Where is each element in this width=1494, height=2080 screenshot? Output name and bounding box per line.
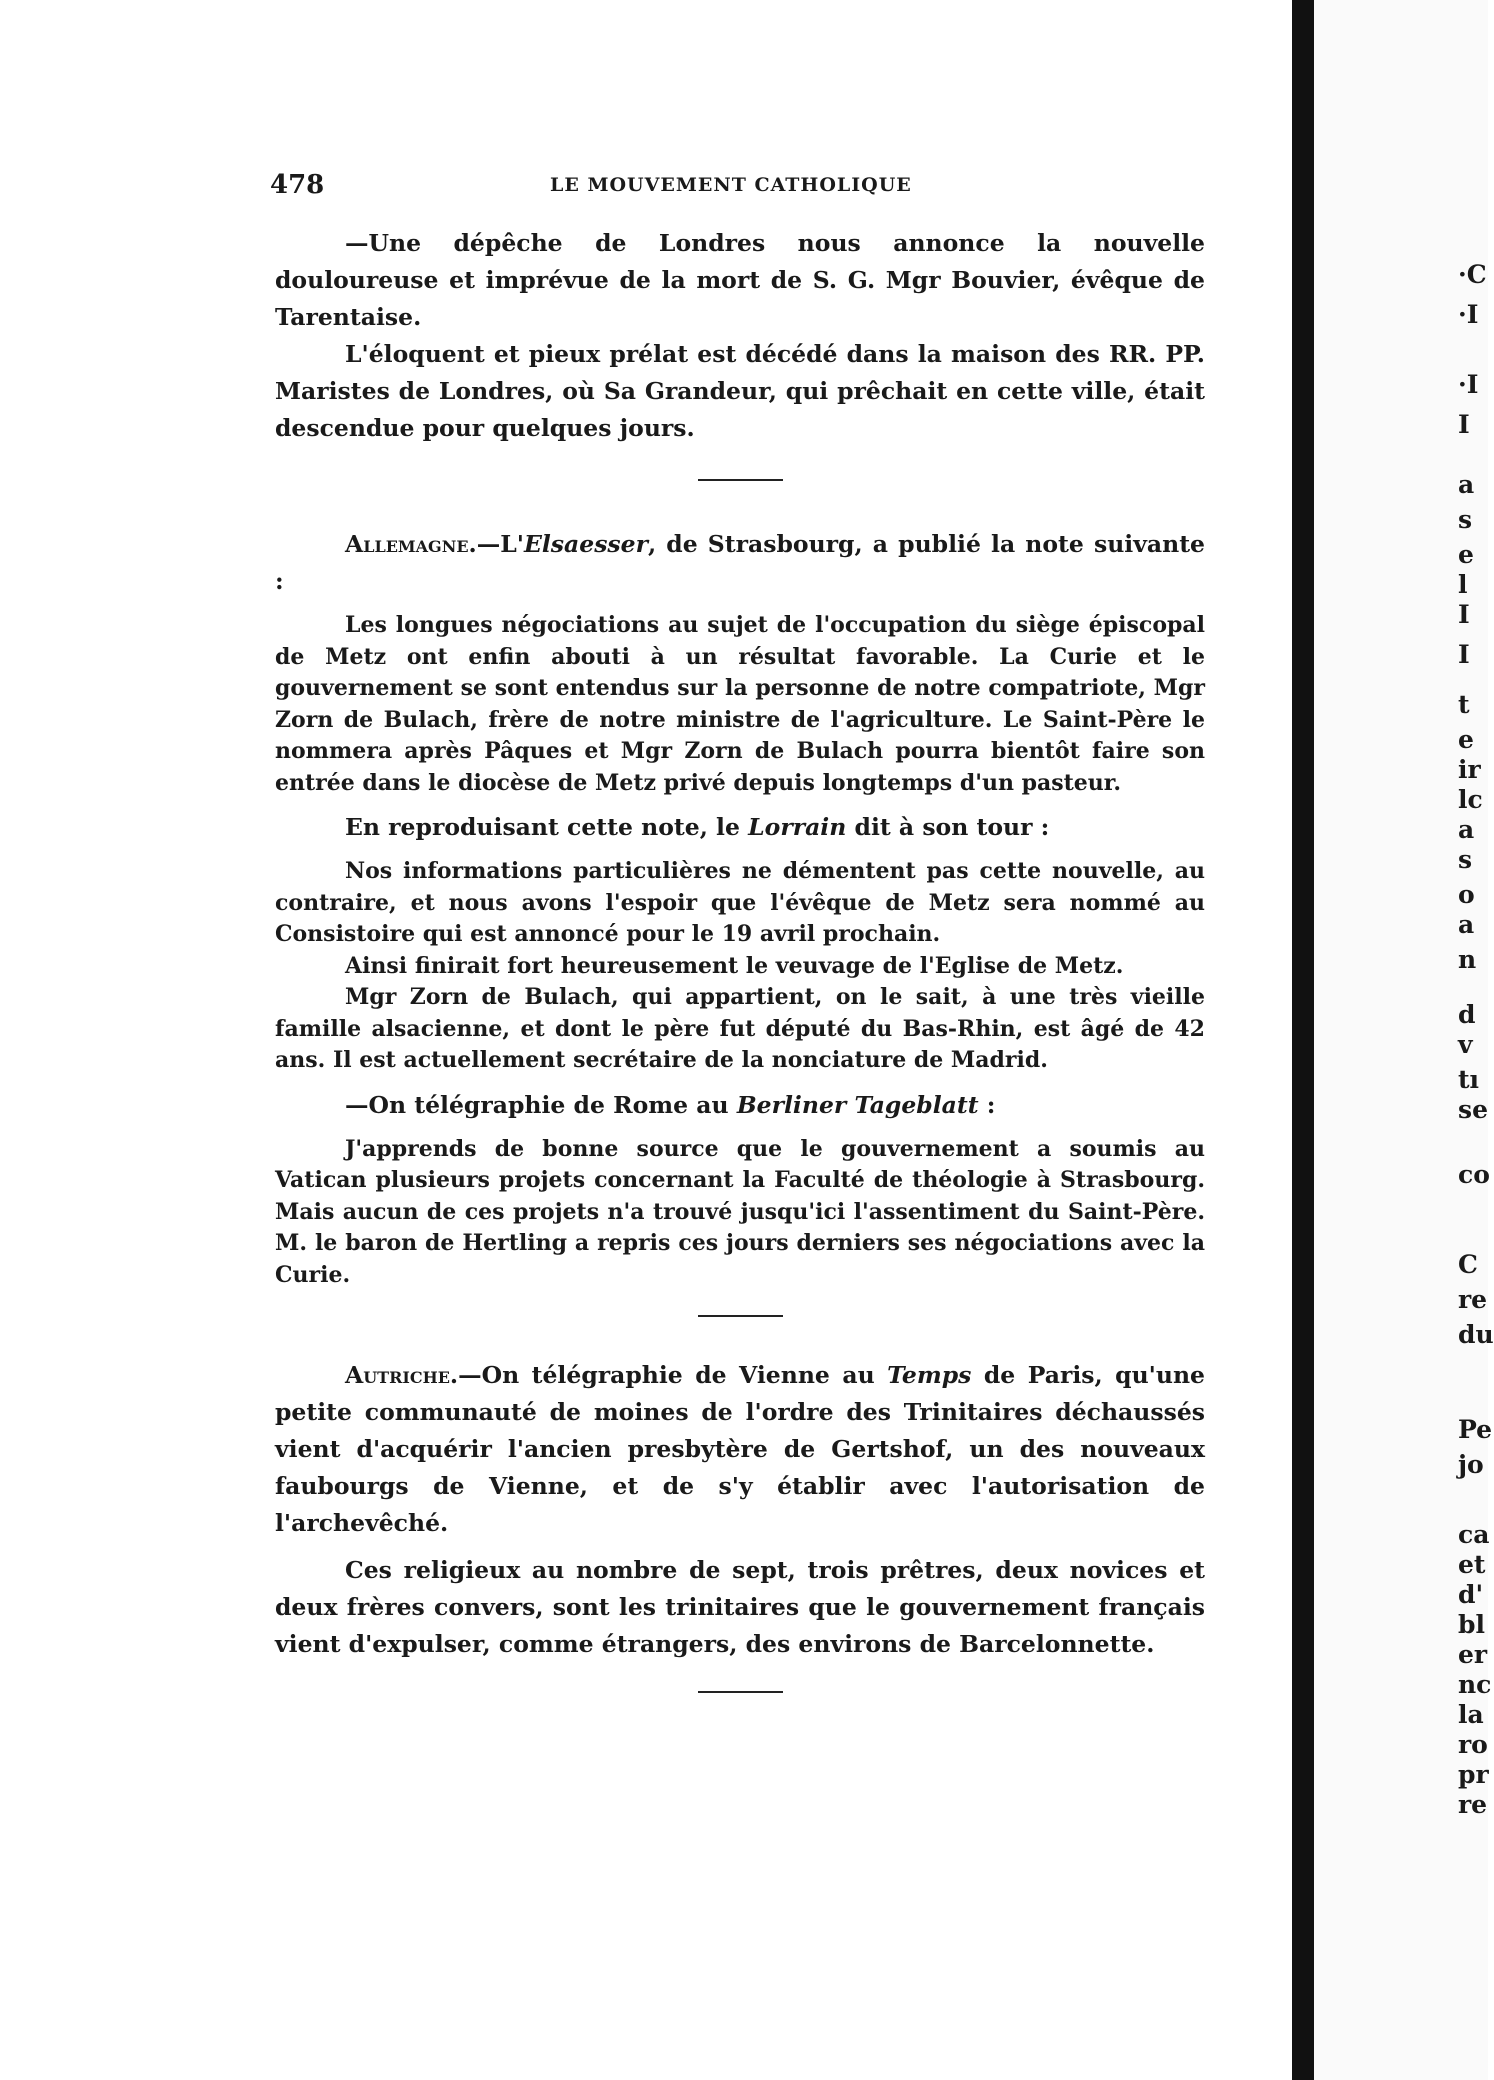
adjacent-page-fragment: e — [1458, 540, 1474, 569]
adjacent-page-fragment: n — [1458, 945, 1477, 974]
adjacent-page-fragment: er — [1458, 1640, 1488, 1669]
lorrain-text-b: dit à son tour : — [846, 813, 1050, 841]
adjacent-page-fragment: ir — [1458, 755, 1481, 784]
quote-veuvage: Ainsi finirait fort heureusement le veuvage de l'Eglise de Metz. — [345, 952, 1124, 979]
quote-strasbourg-faculty: J'apprends de bonne source que le gouvernement a soumis au Vatican plusieurs projets concernant la Faculté de théologie à Strasbourg. Mais aucun de ces projets n'a trouvé jusqu'ici l'assentiment du Saint-Père. M. le baron de Hertling a repris ces jours derniers ses négociations avec la Curie. — [275, 1135, 1205, 1288]
paragraph-trinitaires: Ces religieux au nombre de sept, trois prêtres, deux novices et deux frères convers, sont les trinitaires que le gouvernement français vient d'expulser, comme étrangers, des environs de Barcelonnette. — [275, 1556, 1205, 1658]
section-separator — [698, 479, 783, 481]
paragraph-allemagne — [275, 526, 1205, 600]
adjacent-page-fragment: a — [1458, 910, 1475, 939]
berliner-text-b: : — [978, 1090, 996, 1119]
adjacent-page-fragment: lc — [1458, 785, 1483, 814]
adjacent-page-fragment: l — [1458, 570, 1468, 599]
adjacent-page-fragment: s — [1458, 505, 1473, 534]
adjacent-page-fragment: C — [1458, 1250, 1478, 1279]
adjacent-page-fragment: jo — [1458, 1450, 1484, 1479]
adjacent-page-edge — [1314, 0, 1494, 2080]
paragraph-bouvier-london: L'éloquent et pieux prélat est décédé dans la maison des RR. PP. Maristes de Londres, où Sa Grandeur, qui prêchait en cette ville, était descendue pour quelques jours. — [275, 340, 1205, 442]
adjacent-page-fragment: o — [1458, 880, 1475, 909]
adjacent-page-fragment: ·I — [1458, 370, 1479, 399]
page-body — [275, 225, 1205, 1693]
quote-consistoire: Nos informations particulières ne démentent pas cette nouvelle, au contraire, et nous avons l'espoir que l'évêque de Metz sera nommé au Consistoire qui est annoncé pour le 19 avril prochain. — [275, 858, 1205, 947]
adjacent-page-fragment: a — [1458, 470, 1475, 499]
autriche-text-a: —On télégraphie de Vienne au — [458, 1361, 888, 1389]
adjacent-page-fragment: t — [1458, 690, 1470, 719]
section-label-allemagne: Allemagne. — [345, 530, 477, 558]
newspaper-elsaesser: Elsaesser — [523, 530, 648, 558]
adjacent-page-fragment: tı — [1458, 1065, 1480, 1094]
adjacent-page-fragment: et — [1458, 1550, 1486, 1579]
adjacent-page-fragment: ·I — [1458, 300, 1479, 329]
adjacent-page-fragment: bl — [1458, 1610, 1485, 1639]
adjacent-page-fragment: ca — [1458, 1520, 1490, 1549]
autriche-text-b: de Paris, qu'une petite communauté de moines de l'ordre des Trinitaires déchaussés vient d'acquérir l'ancien presbytère de Gertshof, un des nouveaux faubourgs de Vienne, et de s'y établir avec l'autorisation de l'archevêché. — [275, 1361, 1205, 1537]
adjacent-page-fragment: co — [1458, 1160, 1490, 1189]
paragraph-lorrain — [275, 809, 1205, 846]
newspaper-berliner-tageblatt: Berliner Tageblatt — [736, 1090, 979, 1119]
section-separator — [698, 1315, 783, 1317]
section-separator — [698, 1691, 783, 1693]
lorrain-text-a: En reproduisant cette note, le — [345, 813, 749, 841]
allemagne-text: , de Strasbourg, a publié la note suivante : — [275, 530, 1205, 595]
berliner-text-a: —On télégraphie de Rome au — [345, 1090, 737, 1119]
adjacent-page-fragment: la — [1458, 1700, 1484, 1729]
section-label-autriche: Autriche. — [345, 1361, 459, 1389]
adjacent-page-fragment: re — [1458, 1285, 1488, 1314]
adjacent-page-fragment: e — [1458, 725, 1474, 754]
adjacent-page-fragment: Pe — [1458, 1415, 1493, 1444]
adjacent-page-fragment: ro — [1458, 1730, 1488, 1759]
paragraph-autriche — [275, 1357, 1205, 1542]
adjacent-page-fragment: I — [1458, 640, 1470, 669]
adjacent-page-fragment: a — [1458, 815, 1475, 844]
adjacent-page-fragment: I — [1458, 600, 1470, 629]
allemagne-dash: —L' — [476, 530, 524, 558]
book-gutter — [1292, 0, 1314, 2080]
adjacent-page-fragment: d' — [1458, 1580, 1484, 1609]
adjacent-page-fragment: I — [1458, 410, 1470, 439]
adjacent-page-fragment: s — [1458, 845, 1473, 874]
adjacent-page-fragment: nc — [1458, 1670, 1492, 1699]
newspaper-temps: Temps — [887, 1361, 972, 1389]
paragraph-bouvier-death: —Une dépêche de Londres nous annonce la nouvelle douloureuse et imprévue de la mort de S. G. Mgr Bouvier, évêque de Tarentaise. — [275, 229, 1205, 331]
running-title: LE MOUVEMENT CATHOLIQUE — [550, 174, 912, 196]
page-number: 478 — [270, 170, 325, 200]
adjacent-page-fragment: se — [1458, 1095, 1488, 1124]
quote-metz-negotiations: Les longues négociations au sujet de l'occupation du siège épiscopal de Metz ont enfin abouti à un résultat favorable. La Curie et le gouvernement se sont entendus sur la personne de notre compatriote, Mgr Zorn de Bulach, frère de notre ministre de l'agriculture. Le Saint-Père le nommera après Pâques et Mgr Zorn de Bulach pourra bientôt faire son entrée dans le diocèse de Metz privé depuis longtemps d'un pasteur. — [275, 612, 1205, 796]
adjacent-page-fragment: re — [1458, 1790, 1488, 1819]
adjacent-page-fragment: ·C — [1458, 260, 1487, 289]
page-header — [270, 170, 1215, 210]
paragraph-berliner-tageblatt — [275, 1087, 1205, 1124]
adjacent-page-fragment: d — [1458, 1000, 1476, 1029]
quote-zorn-de-bulach: Mgr Zorn de Bulach, qui appartient, on le sait, à une très vieille famille alsacienne, et dont le père fut député du Bas-Rhin, est âgé de 42 ans. Il est actuellement secrétaire de la nonciature de Madrid. — [275, 984, 1205, 1073]
adjacent-page-fragment: du — [1458, 1320, 1494, 1349]
adjacent-page-fragment: v — [1458, 1030, 1473, 1059]
adjacent-page-fragment: pr — [1458, 1760, 1489, 1789]
newspaper-lorrain: Lorrain — [748, 813, 847, 841]
